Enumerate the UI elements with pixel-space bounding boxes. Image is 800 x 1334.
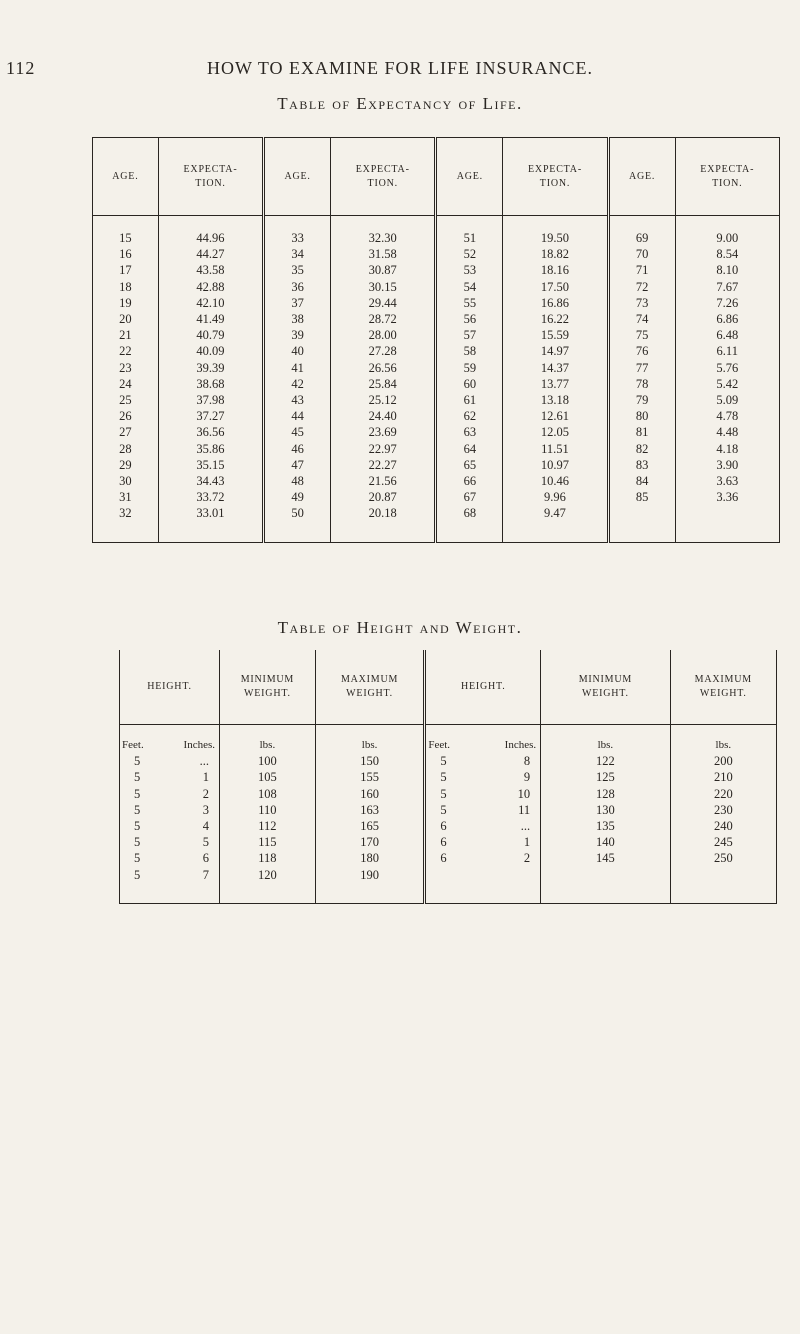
unit-lbs: lbs. (220, 725, 316, 754)
age-cell: 69 (608, 216, 675, 247)
height-inches: 2 (202, 786, 210, 801)
max-weight-cell: 170 (315, 834, 425, 850)
header-min-weight: MINIMUM WEIGHT. (541, 650, 671, 725)
age-cell: 21 (93, 327, 159, 343)
height-cell (120, 786, 220, 802)
height-cell (120, 753, 220, 769)
age-cell: 46 (264, 441, 331, 457)
expectation-cell: 41.49 (158, 311, 263, 327)
age-cell: 32 (93, 505, 159, 542)
height-inches: 6 (202, 851, 210, 866)
expectation-cell: 4.48 (675, 424, 779, 440)
height-feet: 6 (440, 819, 447, 834)
age-cell: 29 (93, 457, 159, 473)
expectation-cell: 9.96 (503, 489, 608, 505)
expectation-cell: 3.63 (675, 473, 779, 489)
height-cell (425, 867, 541, 904)
min-weight-cell (541, 867, 671, 904)
height-inches: 2 (523, 851, 531, 866)
age-cell: 61 (436, 392, 503, 408)
age-cell: 23 (93, 360, 159, 376)
height-cell (120, 818, 220, 834)
table-row (93, 262, 780, 278)
age-cell: 15 (93, 216, 159, 247)
expectation-cell: 35.86 (158, 441, 263, 457)
expectation-cell: 5.42 (675, 376, 779, 392)
min-weight-cell: 120 (220, 867, 316, 904)
expectation-cell: 13.77 (503, 376, 608, 392)
age-cell: 34 (264, 246, 331, 262)
age-cell: 28 (93, 441, 159, 457)
unit-lbs: lbs. (315, 725, 425, 754)
expectation-cell: 22.97 (331, 441, 436, 457)
expectation-cell: 30.87 (331, 262, 436, 278)
height-feet: 5 (134, 867, 141, 882)
hw-table-header-row (120, 650, 777, 725)
expectation-cell: 12.05 (503, 424, 608, 440)
expectation-cell: 4.18 (675, 441, 779, 457)
header-expectation: EXPECTA- TION. (503, 138, 608, 216)
table-row (93, 327, 780, 343)
unit-feet: Feet. (428, 739, 451, 751)
page-number: 112 (6, 58, 36, 78)
table-row (120, 818, 777, 834)
expectation-cell: 42.10 (158, 295, 263, 311)
expectation-cell: 6.86 (675, 311, 779, 327)
age-cell: 64 (436, 441, 503, 457)
height-feet: 5 (440, 786, 447, 801)
expectation-cell: 27.28 (331, 343, 436, 359)
age-cell: 80 (608, 408, 675, 424)
age-cell: 37 (264, 295, 331, 311)
age-cell: 79 (608, 392, 675, 408)
max-weight-cell: 240 (670, 818, 776, 834)
header-height: HEIGHT. (425, 650, 541, 725)
height-cell (120, 867, 220, 904)
age-cell: 70 (608, 246, 675, 262)
expectation-cell: 14.97 (503, 343, 608, 359)
expectation-cell: 20.87 (331, 489, 436, 505)
min-weight-cell: 145 (541, 850, 671, 866)
height-inches: 7 (202, 867, 210, 882)
table-row (93, 376, 780, 392)
expectation-cell: 4.78 (675, 408, 779, 424)
height-feet: 5 (440, 802, 447, 817)
age-cell: 85 (608, 489, 675, 505)
height-feet: 5 (134, 835, 141, 850)
max-weight-cell: 180 (315, 850, 425, 866)
table-row (93, 216, 780, 247)
expectation-cell: 10.97 (503, 457, 608, 473)
age-cell: 35 (264, 262, 331, 278)
height-feet: 6 (440, 851, 447, 866)
min-weight-cell: 105 (220, 769, 316, 785)
expectation-cell: 31.58 (331, 246, 436, 262)
expectation-cell: 44.96 (158, 216, 263, 247)
header-age: AGE. (436, 138, 503, 216)
table-row (120, 786, 777, 802)
header-min-weight: MINIMUM WEIGHT. (220, 650, 316, 725)
expectation-cell: 40.09 (158, 343, 263, 359)
expectation-cell: 13.18 (503, 392, 608, 408)
header-height: HEIGHT. (120, 650, 220, 725)
expectation-cell: 7.26 (675, 295, 779, 311)
table-row (93, 441, 780, 457)
expectation-cell: 6.48 (675, 327, 779, 343)
age-cell: 66 (436, 473, 503, 489)
age-cell: 58 (436, 343, 503, 359)
min-weight-cell: 128 (541, 786, 671, 802)
height-feet: 5 (440, 754, 447, 769)
expectation-cell: 8.10 (675, 262, 779, 278)
expectation-cell: 43.58 (158, 262, 263, 278)
max-weight-cell: 163 (315, 802, 425, 818)
min-weight-cell: 122 (541, 753, 671, 769)
height-feet: 5 (134, 786, 141, 801)
age-cell: 20 (93, 311, 159, 327)
max-weight-cell: 165 (315, 818, 425, 834)
min-weight-cell: 140 (541, 834, 671, 850)
age-cell: 74 (608, 311, 675, 327)
age-cell: 26 (93, 408, 159, 424)
height-feet: 5 (440, 770, 447, 785)
header-max-weight: MAXIMUM WEIGHT. (315, 650, 425, 725)
height-inches: ... (199, 754, 210, 769)
height-cell (120, 802, 220, 818)
expectation-cell: 20.18 (331, 505, 436, 542)
height-feet: 5 (134, 851, 141, 866)
age-cell: 19 (93, 295, 159, 311)
life-table-header-row (93, 138, 780, 216)
age-cell: 27 (93, 424, 159, 440)
age-cell: 25 (93, 392, 159, 408)
min-weight-cell: 130 (541, 802, 671, 818)
running-head: HOW TO EXAMINE FOR LIFE INSURANCE. (206, 58, 593, 78)
age-cell: 40 (264, 343, 331, 359)
expectation-cell: 26.56 (331, 360, 436, 376)
height-cell (425, 753, 541, 769)
expectation-cell: 44.27 (158, 246, 263, 262)
expectation-cell: 16.22 (503, 311, 608, 327)
height-inches: 10 (517, 786, 531, 801)
age-cell: 53 (436, 262, 503, 278)
expectation-cell: 42.88 (158, 279, 263, 295)
age-cell: 44 (264, 408, 331, 424)
height-inches: 4 (202, 819, 210, 834)
header-max-weight: MAXIMUM WEIGHT. (670, 650, 776, 725)
table-row (93, 392, 780, 408)
table-row (93, 505, 780, 542)
height-weight-table (119, 650, 777, 904)
table-row (93, 246, 780, 262)
expectation-cell: 25.84 (331, 376, 436, 392)
max-weight-cell: 160 (315, 786, 425, 802)
header-expectation: EXPECTA- TION. (675, 138, 779, 216)
height-inches: 5 (202, 835, 210, 850)
expectation-cell: 16.86 (503, 295, 608, 311)
age-cell: 73 (608, 295, 675, 311)
age-cell (608, 505, 675, 542)
table-row (93, 343, 780, 359)
age-cell: 84 (608, 473, 675, 489)
height-inches: 11 (518, 802, 531, 817)
age-cell: 65 (436, 457, 503, 473)
expectation-cell: 10.46 (503, 473, 608, 489)
expectation-cell: 25.12 (331, 392, 436, 408)
age-cell: 22 (93, 343, 159, 359)
age-cell: 63 (436, 424, 503, 440)
expectation-cell: 38.68 (158, 376, 263, 392)
age-cell: 76 (608, 343, 675, 359)
height-cell (120, 850, 220, 866)
age-cell: 71 (608, 262, 675, 278)
age-cell: 17 (93, 262, 159, 278)
age-cell: 48 (264, 473, 331, 489)
units-row (120, 725, 777, 754)
height-inches: ... (520, 819, 531, 834)
expectation-cell: 40.79 (158, 327, 263, 343)
header-age: AGE. (264, 138, 331, 216)
height-cell (425, 786, 541, 802)
age-cell: 45 (264, 424, 331, 440)
unit-lbs: lbs. (541, 725, 671, 754)
expectation-cell: 29.44 (331, 295, 436, 311)
height-cell (120, 769, 220, 785)
expectation-cell: 18.16 (503, 262, 608, 278)
height-feet: 6 (440, 835, 447, 850)
height-cell (425, 834, 541, 850)
height-feet: 5 (134, 754, 141, 769)
age-cell: 43 (264, 392, 331, 408)
max-weight-cell: 155 (315, 769, 425, 785)
age-cell: 41 (264, 360, 331, 376)
table-row (93, 473, 780, 489)
header-age: AGE. (93, 138, 159, 216)
age-cell: 38 (264, 311, 331, 327)
table-row (93, 279, 780, 295)
age-cell: 24 (93, 376, 159, 392)
expectation-cell: 12.61 (503, 408, 608, 424)
min-weight-cell: 100 (220, 753, 316, 769)
age-cell: 50 (264, 505, 331, 542)
age-cell: 52 (436, 246, 503, 262)
table-row (93, 408, 780, 424)
height-cell (120, 834, 220, 850)
max-weight-cell: 250 (670, 850, 776, 866)
min-weight-cell: 135 (541, 818, 671, 834)
height-units (425, 725, 541, 754)
height-inches: 1 (202, 770, 210, 785)
expectation-cell: 23.69 (331, 424, 436, 440)
expectation-cell: 7.67 (675, 279, 779, 295)
table-row (93, 489, 780, 505)
age-cell: 72 (608, 279, 675, 295)
expectation-cell: 39.39 (158, 360, 263, 376)
expectation-cell: 3.90 (675, 457, 779, 473)
age-cell: 68 (436, 505, 503, 542)
age-cell: 82 (608, 441, 675, 457)
unit-feet: Feet. (122, 739, 144, 751)
unit-inches: Inches. (183, 739, 216, 751)
min-weight-cell: 125 (541, 769, 671, 785)
expectation-cell: 9.47 (503, 505, 608, 542)
age-cell: 83 (608, 457, 675, 473)
max-weight-cell: 210 (670, 769, 776, 785)
min-weight-cell: 112 (220, 818, 316, 834)
expectation-cell: 14.37 (503, 360, 608, 376)
age-cell: 55 (436, 295, 503, 311)
expectancy-of-life-table (92, 137, 780, 543)
table-row (93, 311, 780, 327)
table-row (120, 867, 777, 904)
expectation-cell: 9.00 (675, 216, 779, 247)
min-weight-cell: 110 (220, 802, 316, 818)
header-expectation: EXPECTA- TION. (331, 138, 436, 216)
height-cell (425, 769, 541, 785)
height-feet: 5 (134, 770, 141, 785)
expectation-cell: 34.43 (158, 473, 263, 489)
age-cell: 30 (93, 473, 159, 489)
expectation-cell: 28.72 (331, 311, 436, 327)
age-cell: 39 (264, 327, 331, 343)
height-units (120, 725, 220, 754)
expectation-cell: 24.40 (331, 408, 436, 424)
expectation-cell: 37.98 (158, 392, 263, 408)
age-cell: 33 (264, 216, 331, 247)
age-cell: 57 (436, 327, 503, 343)
max-weight-cell: 190 (315, 867, 425, 904)
age-cell: 56 (436, 311, 503, 327)
expectation-cell: 33.01 (158, 505, 263, 542)
expectation-cell: 18.82 (503, 246, 608, 262)
expectation-cell: 35.15 (158, 457, 263, 473)
expectation-cell: 17.50 (503, 279, 608, 295)
max-weight-cell (670, 867, 776, 904)
height-feet: 5 (134, 819, 141, 834)
expectation-cell: 37.27 (158, 408, 263, 424)
age-cell: 54 (436, 279, 503, 295)
age-cell: 42 (264, 376, 331, 392)
max-weight-cell: 150 (315, 753, 425, 769)
expectation-cell: 11.51 (503, 441, 608, 457)
header-age: AGE. (608, 138, 675, 216)
age-cell: 16 (93, 246, 159, 262)
expectation-cell: 30.15 (331, 279, 436, 295)
expectation-cell: 22.27 (331, 457, 436, 473)
age-cell: 18 (93, 279, 159, 295)
age-cell: 60 (436, 376, 503, 392)
table-row (93, 457, 780, 473)
age-cell: 67 (436, 489, 503, 505)
table-row (120, 769, 777, 785)
table-row (120, 834, 777, 850)
table-row (120, 802, 777, 818)
height-inches: 3 (202, 802, 210, 817)
life-table-title: Table of Expectancy of Life. (277, 94, 523, 113)
max-weight-cell: 200 (670, 753, 776, 769)
age-cell: 75 (608, 327, 675, 343)
max-weight-cell: 220 (670, 786, 776, 802)
table-row (93, 360, 780, 376)
expectation-cell: 8.54 (675, 246, 779, 262)
height-inches: 8 (523, 754, 531, 769)
expectation-cell: 5.76 (675, 360, 779, 376)
height-cell (425, 818, 541, 834)
hw-table-title: Table of Height and Weight. (277, 618, 523, 637)
height-cell (425, 850, 541, 866)
height-inches: 1 (523, 835, 531, 850)
max-weight-cell: 230 (670, 802, 776, 818)
expectation-cell: 36.56 (158, 424, 263, 440)
age-cell: 51 (436, 216, 503, 247)
expectation-cell: 5.09 (675, 392, 779, 408)
age-cell: 59 (436, 360, 503, 376)
unit-inches: Inches. (504, 739, 537, 751)
age-cell: 77 (608, 360, 675, 376)
min-weight-cell: 115 (220, 834, 316, 850)
age-cell: 62 (436, 408, 503, 424)
age-cell: 81 (608, 424, 675, 440)
table-row (120, 850, 777, 866)
max-weight-cell: 245 (670, 834, 776, 850)
expectation-cell: 6.11 (675, 343, 779, 359)
table-row (93, 424, 780, 440)
expectation-cell: 33.72 (158, 489, 263, 505)
expectation-cell: 21.56 (331, 473, 436, 489)
expectation-cell (675, 505, 779, 542)
unit-lbs: lbs. (670, 725, 776, 754)
expectation-cell: 3.36 (675, 489, 779, 505)
age-cell: 78 (608, 376, 675, 392)
expectation-cell: 32.30 (331, 216, 436, 247)
table-row (120, 753, 777, 769)
min-weight-cell: 118 (220, 850, 316, 866)
expectation-cell: 19.50 (503, 216, 608, 247)
height-cell (425, 802, 541, 818)
age-cell: 31 (93, 489, 159, 505)
age-cell: 36 (264, 279, 331, 295)
height-inches: 9 (523, 770, 531, 785)
age-cell: 47 (264, 457, 331, 473)
age-cell: 49 (264, 489, 331, 505)
expectation-cell: 28.00 (331, 327, 436, 343)
expectation-cell: 15.59 (503, 327, 608, 343)
table-row (93, 295, 780, 311)
height-feet: 5 (134, 802, 141, 817)
min-weight-cell: 108 (220, 786, 316, 802)
header-expectation: EXPECTA- TION. (158, 138, 263, 216)
